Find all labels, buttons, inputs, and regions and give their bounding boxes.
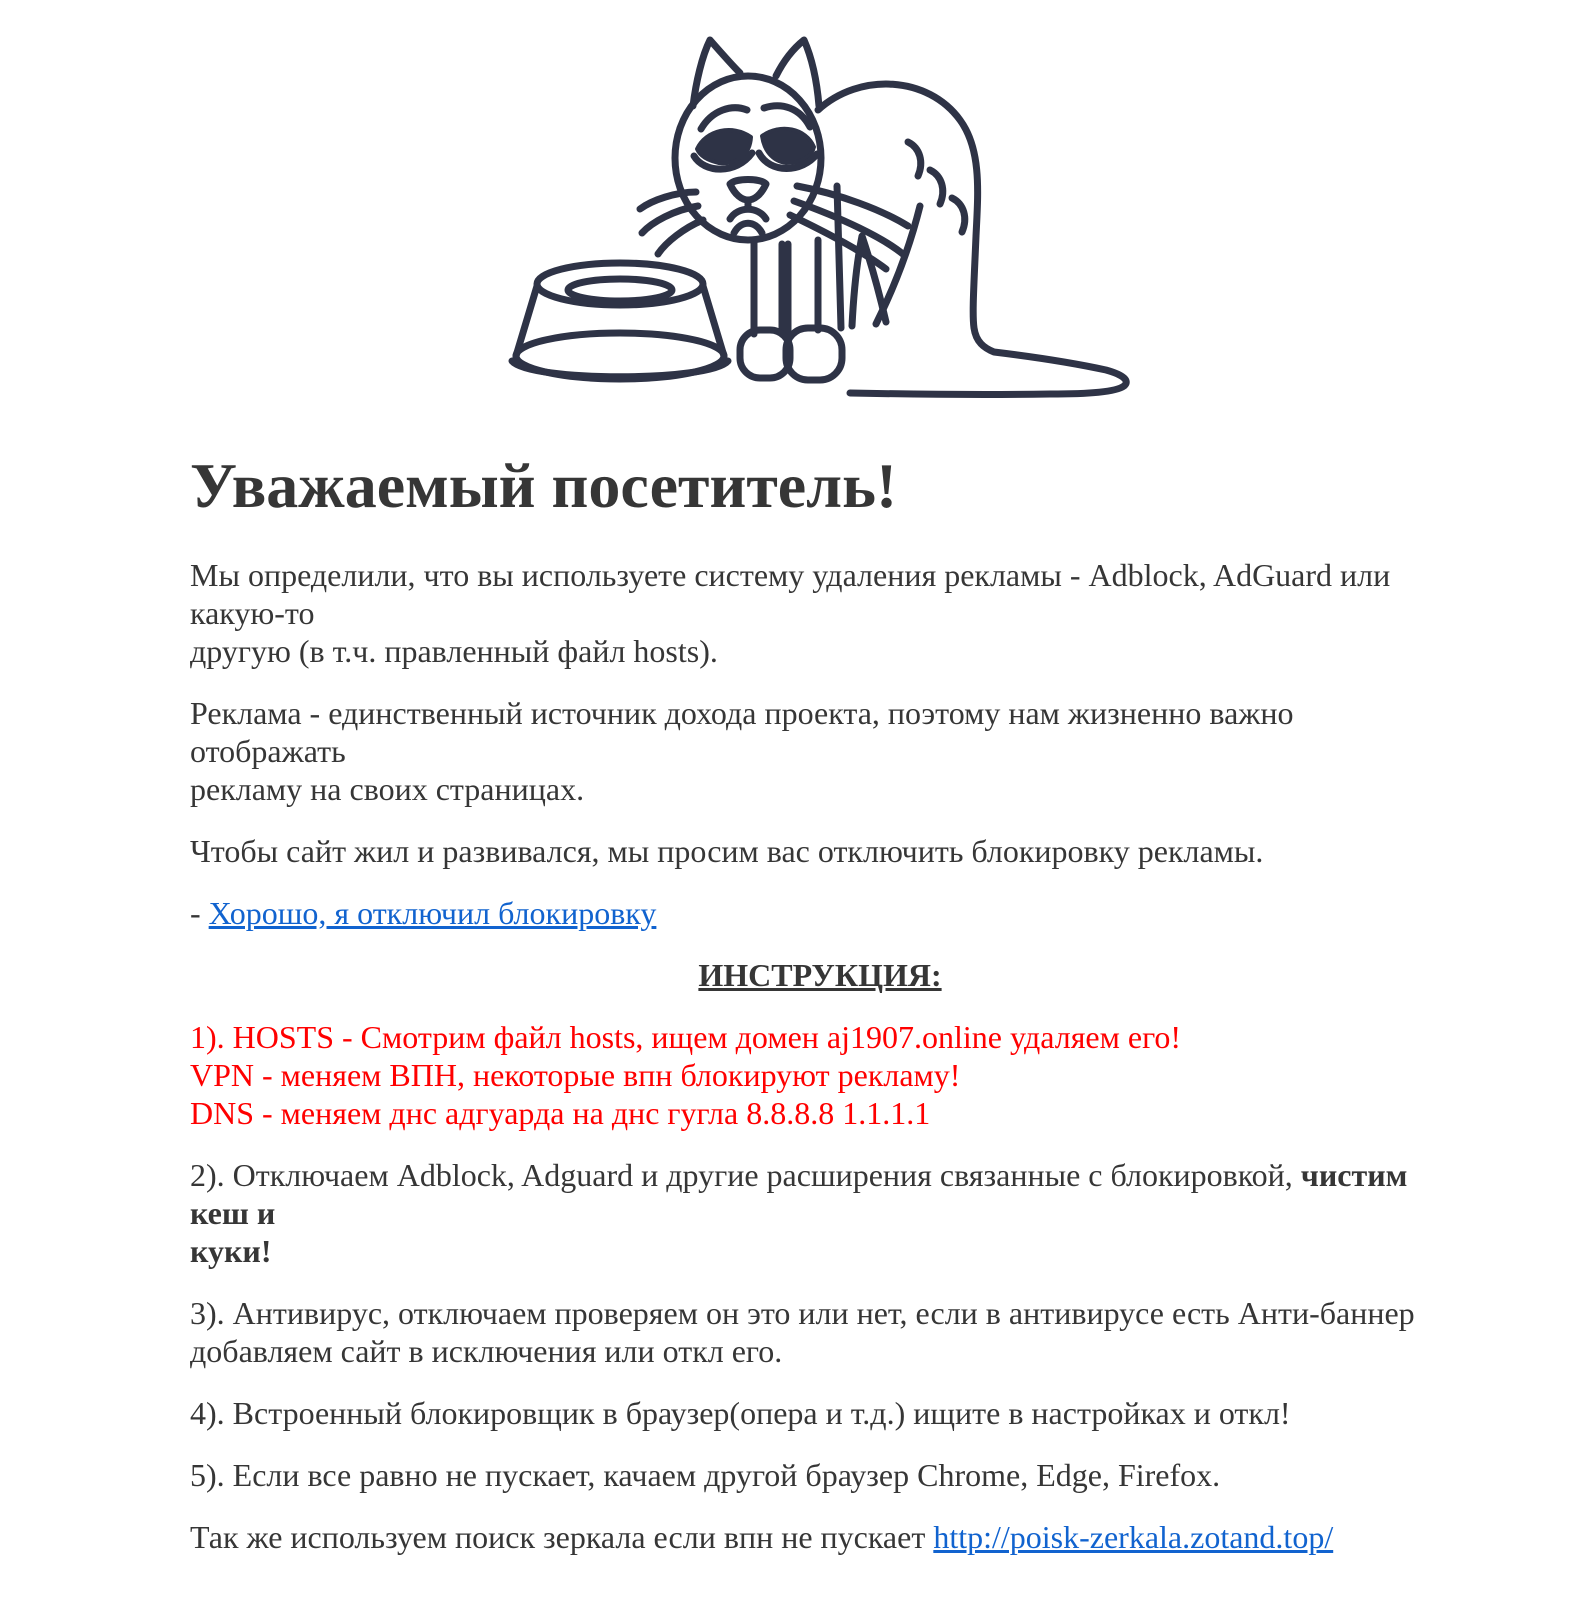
cat-figure	[640, 40, 1126, 394]
mirror-search-line	[190, 1518, 1450, 1556]
mirror-search-text: Так же используем поиск зеркала если впн не пускает	[190, 1519, 934, 1555]
adblock-warning-page	[190, 0, 1450, 1604]
step1-hosts-line: 1). HOSTS - Смотрим файл hosts, ищем домен aj1907.online удаляем его!	[190, 1019, 1182, 1055]
step3-line-1: 3). Антивирус, отключаем проверяем он это или нет, если в антивирусе есть Анти-баннер	[190, 1295, 1415, 1331]
paragraph-disable-request: Чтобы сайт жил и развивался, мы просим вас отключить блокировку рекламы.	[190, 833, 1264, 869]
step2-line-2	[190, 1232, 1450, 1270]
confirm-dash-prefix: -	[190, 895, 209, 931]
step2-line-1	[190, 1156, 1450, 1232]
sad-cat-with-empty-bowl-illustration	[500, 26, 1140, 398]
step1-vpn-line: VPN - меняем ВПН, некоторые впн блокируют рекламу!	[190, 1057, 961, 1093]
step1-dns-line: DNS - меняем днс адгуарда на днс гугла 8.8.8.8 1.1.1.1	[190, 1095, 931, 1131]
instruction-step1-hosts-vpn-dns	[190, 1018, 1450, 1132]
step2-bold-text-2: куки!	[190, 1233, 272, 1269]
step2-normal-text: 2). Отключаем Adblock, Adguard и другие расширения связанные с блокировкой,	[190, 1157, 1301, 1193]
paragraph-ads-income-line-1: Реклама - единственный источник дохода проекта, поэтому нам жизненно важно отображать	[190, 695, 1294, 769]
paragraph-adblock-detected-line-2: другую (в т.ч. правленный файл hosts).	[190, 633, 718, 669]
confirm-line	[190, 894, 1450, 932]
paragraph-adblock-detected-line-1: Мы определили, что вы используете систему удаления рекламы - Adblock, AdGuard или какую-то	[190, 557, 1391, 631]
paragraph-adblock-detected	[190, 556, 1450, 670]
instruction-step5-other-browser: 5). Если все равно не пускает, качаем другой браузер Chrome, Edge, Firefox.	[190, 1457, 1221, 1493]
instruction-heading	[190, 956, 1450, 994]
instruction-heading-text: ИНСТРУКЦИЯ:	[698, 957, 942, 993]
instruction-step4-browser-blocker: 4). Встроенный блокировщик в браузер(опера и т.д.) ищите в настройках и откл!	[190, 1395, 1291, 1431]
page-title: Уважаемый посетитель!	[190, 450, 898, 521]
step3-line-2: добавляем сайт в исключения или откл его.	[190, 1333, 783, 1369]
instruction-step3-antivirus	[190, 1294, 1450, 1370]
sad-cat-icon	[500, 0, 1140, 398]
mirror-search-link[interactable]: http://poisk-zerkala.zotand.top/	[933, 1519, 1334, 1555]
instruction-step2-extensions	[190, 1156, 1450, 1270]
paragraph-ads-income	[190, 694, 1450, 808]
empty-food-bowl	[512, 263, 728, 379]
paragraph-ads-income-line-2: рекламу на своих страницах.	[190, 771, 585, 807]
step2-bold-text-1: чистим кеш и	[190, 1157, 1408, 1231]
adblock-disabled-link[interactable]: Хорошо, я отключил блокировку	[208, 895, 657, 931]
